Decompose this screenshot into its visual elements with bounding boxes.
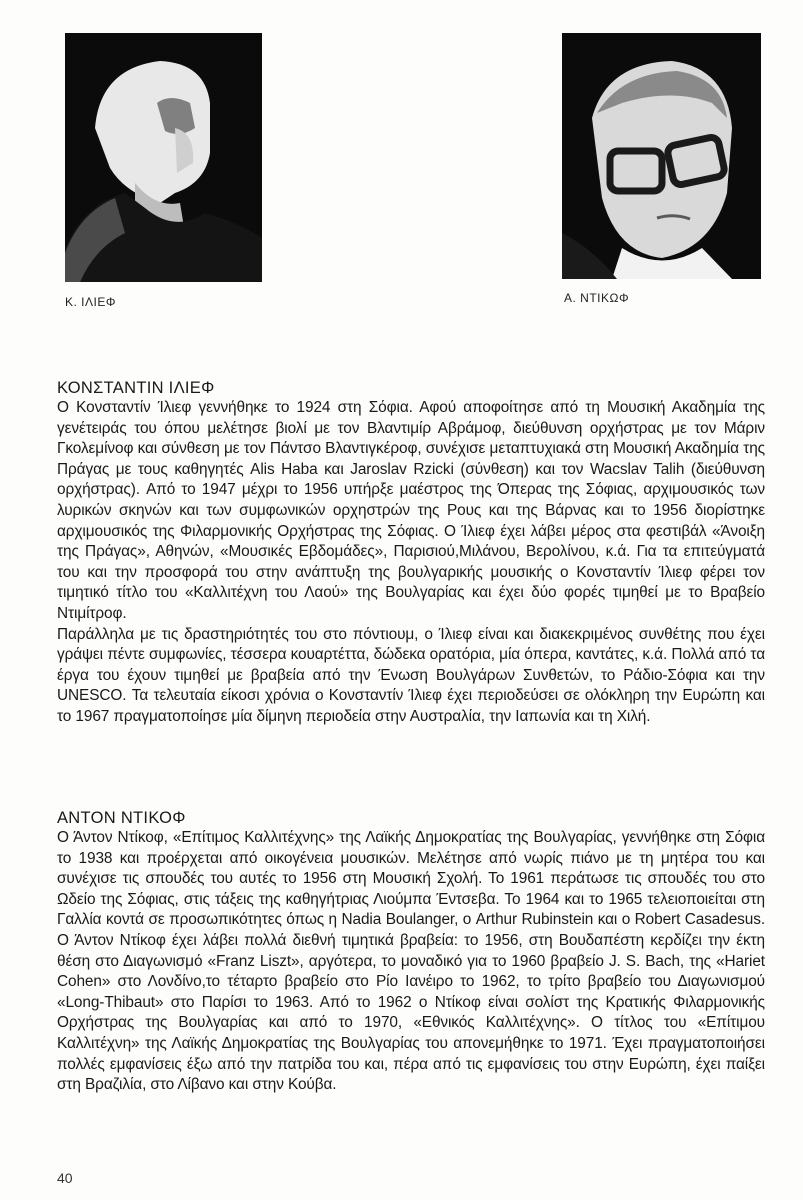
- photo-caption-iliev: Κ. ΙΛΙΕΦ: [65, 295, 116, 309]
- portrait-image: [562, 33, 761, 279]
- section-heading: ΑΝΤΟΝ ΝΤΙΚΟΦ: [57, 809, 186, 827]
- biography-paragraph: Παράλληλα με τις δραστηριότητές του στο πόντιουμ, ο Ίλιεφ είναι και διακεκριμένος συνθέτης που έχει γράψει πέντε συμφωνίες, τέσσερα κουαρτέττα, δώδεκα ορατόρια, μία όπερα, καντάτες, κ.ά. Πολλά από τα έργα του έχουν τιμηθεί με βραβεία από την Ένωση Βουλγάρων Συνθετών, το Ράδιο-Σόφια και την UNESCO. Τα τελευταία είκοσι χρόνια ο Κονσταντίν Ίλιεφ έχει περιοδεύσει σε ολόκληρη την Ευρώπη και το 1967 πραγματοποίησε μία δίμηνη περιοδεία στην Αυστραλία, την Ιαπωνία και τη Χιλή.: [57, 625, 765, 725]
- biography-paragraph: Ο Κονσταντίν Ίλιεφ γεννήθηκε το 1924 στη Σόφια. Αφού αποφοίτησε από τη Μουσική Ακαδημία της γενέτειράς του όπου μελέτησε βιολί με τον Βλαντιμίρ Αβράμοφ, διεύθυνση ορχήστρας με τον Μάριν Γκολεμίνοφ και σύνθεση με τον Πάντσο Βλαντιγκέροφ, συνέχισε μεταπτυχιακά στη Μουσική Ακαδημία της Πράγας με τους καθηγητές Alis Haba και Jaroslav Rzicki (σύνθεση) και τον Wacslav Talih (διεύθυνση ορχήστρας). Από το 1947 μέχρι το 1956 υπήρξε μαέστρος της Όπερας της Σόφιας, αρχιμουσικός των λυρικών σκηνών και των συμφωνικών ορχηστρών της Ρους και της Βάρνας και το 1956 διορίστηκε αρχιμουσικός της Φιλαρμονικής Ορχήστρας της Σόφιας. Ο Ίλιεφ έχει λάβει μέρος στα φεστιβάλ «Άνοιξη της Πράγας», Αθηνών, «Μουσικές Εβδομάδες», Παρισιού,Μιλάνου, Βερολίνου, κ.ά. Για τα επιτεύγματά του και την προσφορά του στην ανάπτυξη της βουλγαρικής μουσικής ο Κονσταντίν Ίλιεφ φέρει τον τιμητικό τίτλο του «Καλλιτέχνη του Λαού» της Βουλγαρίας και έχει δύο φορές τιμηθεί με το Βραβείο Ντιμίτροφ.: [57, 399, 765, 622]
- section-heading: ΚΟΝΣΤΑΝΤΙΝ ΙΛΙΕΦ: [57, 379, 215, 397]
- portrait-photo-nikov: [562, 33, 761, 279]
- portrait-image: [65, 33, 262, 282]
- page-number: 40: [57, 1170, 73, 1186]
- portrait-photo-iliev: [65, 33, 262, 282]
- photo-caption-nikov: Α. ΝΤΙΚΩΦ: [564, 291, 630, 305]
- biography-iliev: [57, 378, 765, 728]
- biography-paragraph: Ο Άντον Ντίκοφ, «Επίτιμος Καλλιτέχνης» της Λαϊκής Δημοκρατίας της Βουλγαρίας, γεννήθηκε στη Σόφια το 1938 και προέρχεται από οικογένεια μουσικών. Μελέτησε από νωρίς πιάνο με τη μητέρα του και συνέχισε τις σπουδές του αυτές το 1956 στη Μουσική Σχολή. Το 1961 περάτωσε τις σπουδές του στο Ωδείο της Σόφιας, στις τάξεις της καθηγήτριας Λιούμπα Έντσεβα. Το 1964 και το 1965 τελειοποιείται στη Γαλλία κοντά σε προσωπικότητες όπως η Nadia Boulanger, ο Arthur Rubinstein και ο Robert Casadesus. Ο Άντον Ντίκοφ έχει λάβει πολλά διεθνή τιμητικά βραβεία: το 1956, στη Βουδαπέστη κερδίζει την έκτη θέση στο Διαγωνισμό «Franz Liszt», αργότερα, το μοναδικό για το 1960 βραβείο J. S. Bach, της «Hariet Cohen» στο Λονδίνο,το τέταρτο βραβείο στο Ρίο Ιανέιρο το 1962, το τρίτο βραβείο του Διαγωνισμού «Long-Thibaut» στο Παρίσι το 1963. Από το 1962 ο Ντίκοφ είναι σολίστ της Κρατικής Φιλαρμονικής Ορχήστρας της Βουλγαρίας και από το 1970, «Εθνικός Καλλιτέχνης». Ο τίτλος του «Επίτιμου Καλλιτέχνη» της Λαϊκής Δημοκρατίας της Βουλγαρίας του απονεμήθηκε το 1971. Έχει πραγματοποιήσει πολλές εμφανίσεις έξω από την πατρίδα του και, πέρα από τις εμφανίσεις του στην Ευρώπη, έχει παίξει στη Βραζιλία, στο Λίβανο και στην Κούβα.: [57, 829, 765, 1094]
- biography-nikov: [57, 808, 765, 1096]
